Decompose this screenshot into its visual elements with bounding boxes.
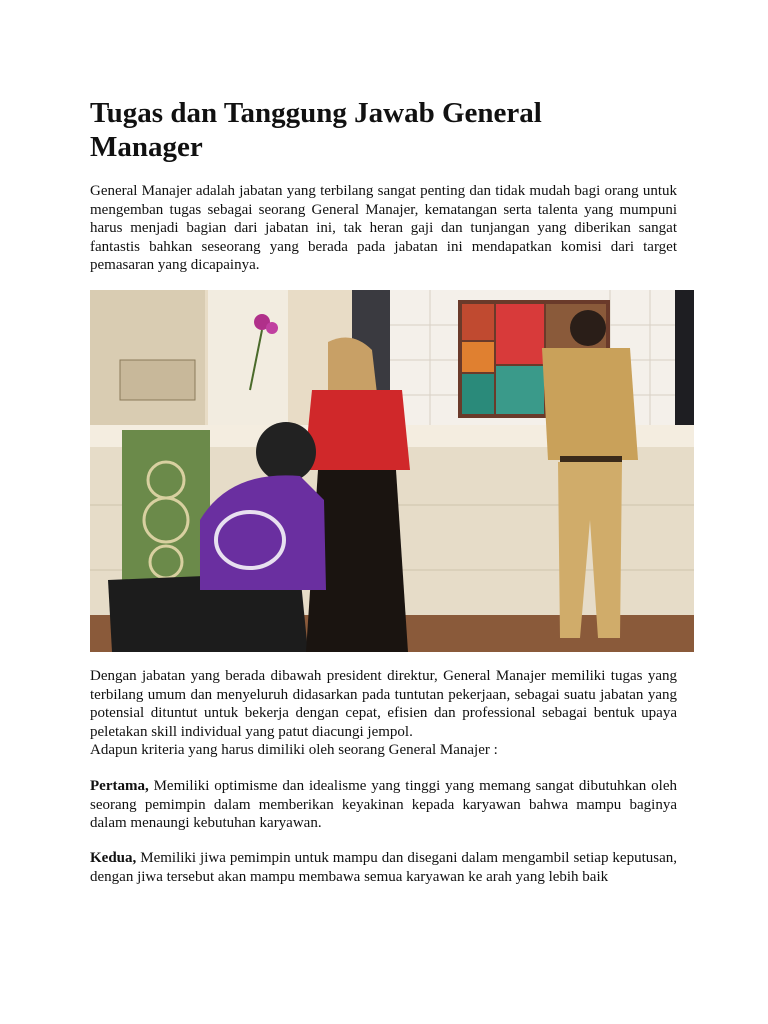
intro-paragraph: General Manajer adalah jabatan yang terbilang sangat penting dan tidak mudah bagi orang untuk mengemban tugas sebagai seorang General Manajer, kematangan serta talenta yang mumpuni harus menjadi bagian dari jabatan ini, tak heran gaji dan tunjangan yang diberikan sangat fantastis bahkan seseorang yang berada pada jabatan ini mendapatkan komisi dari target pemasaran yang dicapainya. xyxy=(90,183,677,274)
criteria-intro: Adapun kriteria yang harus dimiliki oleh seorang General Manajer : xyxy=(90,742,498,758)
criteria-label: Pertama, xyxy=(90,778,149,794)
woman-red-shirt xyxy=(304,390,410,470)
document-title: Tugas dan Tanggung Jawab General Manager xyxy=(90,97,542,163)
office-counter-photo xyxy=(90,290,694,652)
criteria-item xyxy=(90,777,677,833)
description-paragraph: Dengan jabatan yang berada dibawah president direktur, General Manajer memiliki tugas yang terbilang umum dan menyeluruh didasarkan pada tuntutan pekerjaan, sebagai suatu jabatan yang potensial dituntut untuk bekerja dengan cepat, efisien dan professional sebagai bentuk upaya peletakan skill individual yang patut diacungi jempol. xyxy=(90,668,677,740)
man-khaki-uniform xyxy=(542,348,638,460)
criteria-text: Memiliki jiwa pemimpin untuk mampu dan disegani dalam mengambil setiap keputusan, dengan jiwa tersebut akan mampu membawa semua karyawan ke arah yang lebih baik xyxy=(90,850,677,885)
criteria-text: Memiliki optimisme dan idealisme yang tinggi yang memang sangat dibutuhkan oleh seorang pemimpin dalam memberikan keyakinan kepada karyawan bahwa mampu baginya dalam menaungi kebutuhan karyawan. xyxy=(90,778,677,832)
criteria-item xyxy=(90,849,677,886)
green-panel xyxy=(122,430,210,600)
criteria-label: Kedua, xyxy=(90,850,137,866)
